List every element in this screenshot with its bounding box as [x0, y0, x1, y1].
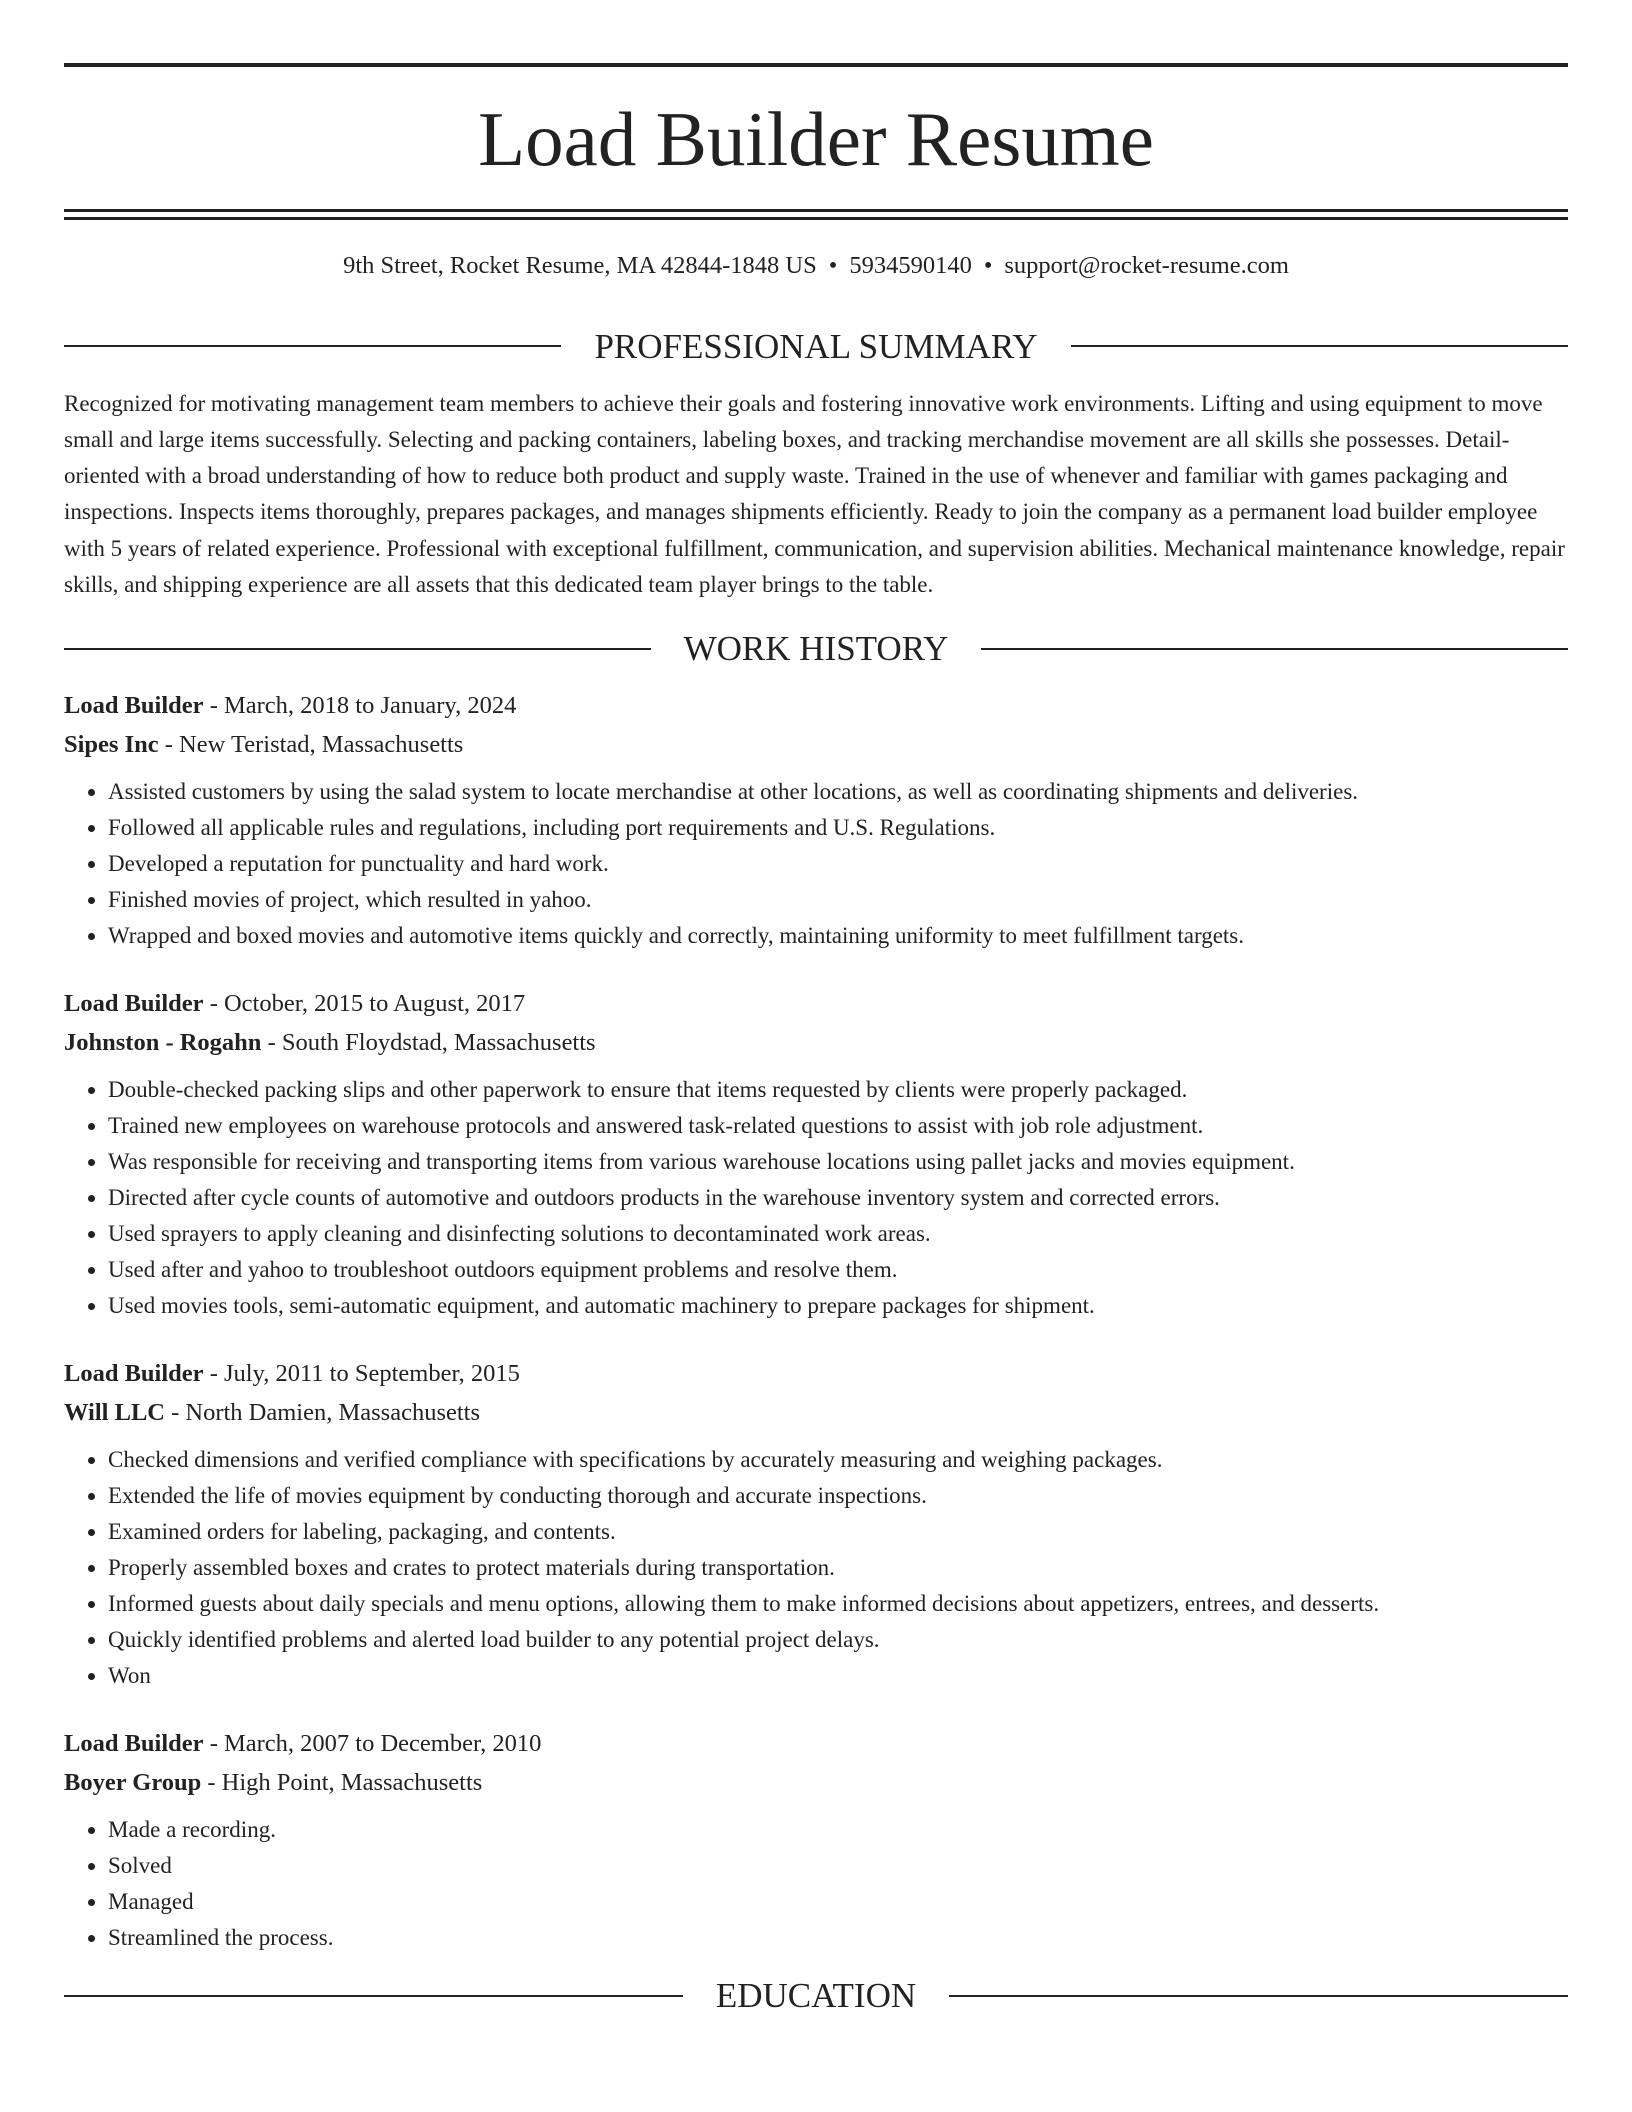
job-dates: - July, 2011 to September, 2015 — [203, 1360, 520, 1388]
job-bullet: • Followed all applicable rules and regulations, including port requirements and U.S. Regulations. — [108, 810, 1568, 846]
job-bullet: • Used movies tools, semi-automatic equipment, and automatic machinery to prepare packages for shipment. — [108, 1288, 1568, 1324]
top-rule — [64, 63, 1568, 67]
job-bullet: • Solved — [108, 1848, 1568, 1884]
heading-rule-right — [949, 1995, 1568, 1997]
job-location: - New Teristad, Massachusetts — [158, 731, 464, 759]
job-dates: - October, 2015 to August, 2017 — [203, 990, 526, 1018]
job-company-line — [64, 1393, 1568, 1432]
job-bullet: • Properly assembled boxes and crates to protect materials during transportation. — [108, 1550, 1568, 1586]
job-bullet: • Quickly identified problems and alerted load builder to any potential project delays. — [108, 1622, 1568, 1658]
job-bullet: • Informed guests about daily specials and menu options, allowing them to make informed decisions about appetizers, entrees, and desserts. — [108, 1586, 1568, 1622]
heading-rule-right — [1071, 345, 1568, 347]
job-company-line — [64, 1023, 1568, 1062]
job-bullet: • Directed after cycle counts of automotive and outdoors products in the warehouse inventory system and corrected errors. — [108, 1180, 1568, 1216]
resume-title: Load Builder Resume — [478, 96, 1154, 182]
job-title-line — [64, 984, 1568, 1023]
job-company: Sipes Inc — [64, 731, 159, 759]
contact-separator: • — [983, 252, 993, 279]
job-title: Load Builder — [64, 1360, 204, 1388]
summary-heading: PROFESSIONAL SUMMARY — [594, 326, 1038, 366]
job-bullet: • Streamlined the process. — [108, 1920, 1568, 1956]
job-title-line — [64, 1724, 1568, 1763]
title-double-rule — [64, 209, 1568, 220]
job-dates: - March, 2007 to December, 2010 — [203, 1730, 542, 1758]
job-bullet: • Managed — [108, 1884, 1568, 1920]
job-bullet: • Extended the life of movies equipment by conducting thorough and accurate inspections. — [108, 1478, 1568, 1514]
job-entry — [64, 1354, 1568, 1694]
job-bullet: • Assisted customers by using the salad system to locate merchandise at other locations, as well as coordinating shipments and deliveries. — [108, 774, 1568, 810]
job-bullet-list — [64, 1072, 1568, 1324]
heading-rule-left — [64, 1995, 683, 1997]
work-heading: WORK HISTORY — [683, 629, 949, 669]
job-bullet-list — [64, 774, 1568, 954]
job-title: Load Builder — [64, 990, 204, 1018]
job-location: - North Damien, Massachusetts — [164, 1399, 481, 1427]
job-dates: - March, 2018 to January, 2024 — [203, 692, 517, 720]
heading-rule-right — [981, 648, 1568, 650]
education-heading: EDUCATION — [715, 1976, 917, 2016]
heading-rule-left — [64, 345, 561, 347]
job-company: Johnston - Rogahn — [64, 1029, 262, 1057]
job-bullet-list — [64, 1812, 1568, 1956]
contact-email: support@rocket-resume.com — [1004, 252, 1289, 279]
job-bullet-list — [64, 1442, 1568, 1694]
education-section-heading — [64, 1976, 1568, 2016]
job-company-line — [64, 725, 1568, 764]
summary-text: Recognized for motivating management team members to achieve their goals and fostering innovative work environments. Lifting and using equipment to move small and large items successfully. Selecting and packing containers, labeling boxes, and tracking merchandise movement are all skills she possesses. Detail-oriented with a broad understanding of how to reduce both product and supply waste. Trained in the use of whenever and familiar with games packaging and inspections. Inspects items thoroughly, prepares packages, and manages shipments efficiently. Ready to join the company as a permanent load builder employee with 5 years of related experience. Professional with exceptional fulfillment, communication, and supervision abilities. Mechanical maintenance knowledge, repair skills, and shipping experience are all assets that this dedicated team player brings to the table. — [64, 390, 1565, 597]
job-bullet: • Checked dimensions and verified compliance with specifications by accurately measuring and weighing packages. — [108, 1442, 1568, 1478]
job-bullet: • Developed a reputation for punctuality and hard work. — [108, 846, 1568, 882]
contact-phone: 5934590140 — [849, 252, 972, 279]
job-bullet: • Finished movies of project, which resulted in yahoo. — [108, 882, 1568, 918]
job-bullet: • Used sprayers to apply cleaning and disinfecting solutions to decontaminated work areas. — [108, 1216, 1568, 1252]
job-company-line — [64, 1763, 1568, 1802]
work-history-list — [64, 686, 1568, 1956]
contact-line — [64, 254, 1568, 279]
job-bullet: • Won — [108, 1658, 1568, 1694]
job-company: Boyer Group — [64, 1769, 202, 1797]
job-bullet: • Examined orders for labeling, packaging, and contents. — [108, 1514, 1568, 1550]
job-title-line — [64, 686, 1568, 725]
job-entry — [64, 1724, 1568, 1956]
job-title-line — [64, 1354, 1568, 1393]
contact-separator: • — [828, 252, 838, 279]
job-entry — [64, 686, 1568, 954]
job-bullet: • Was responsible for receiving and transporting items from various warehouse locations using pallet jacks and movies equipment. — [108, 1144, 1568, 1180]
job-bullet: • Wrapped and boxed movies and automotive items quickly and correctly, maintaining uniformity to meet fulfillment targets. — [108, 918, 1568, 954]
job-location: - High Point, Massachusetts — [201, 1769, 483, 1797]
heading-rule-left — [64, 648, 651, 650]
job-bullet: • Trained new employees on warehouse protocols and answered task-related questions to assist with job role adjustment. — [108, 1108, 1568, 1144]
work-section-heading — [64, 629, 1568, 669]
job-title: Load Builder — [64, 1730, 204, 1758]
job-company: Will LLC — [64, 1399, 165, 1427]
summary-section-heading — [64, 326, 1568, 366]
job-location: - South Floydstad, Massachusetts — [261, 1029, 596, 1057]
job-title: Load Builder — [64, 692, 204, 720]
job-bullet: • Double-checked packing slips and other paperwork to ensure that items requested by clients were properly packaged. — [108, 1072, 1568, 1108]
job-entry — [64, 984, 1568, 1324]
job-bullet: • Made a recording. — [108, 1812, 1568, 1848]
job-bullet: • Used after and yahoo to troubleshoot outdoors equipment problems and resolve them. — [108, 1252, 1568, 1288]
contact-address: 9th Street, Rocket Resume, MA 42844-1848 US — [343, 252, 817, 279]
